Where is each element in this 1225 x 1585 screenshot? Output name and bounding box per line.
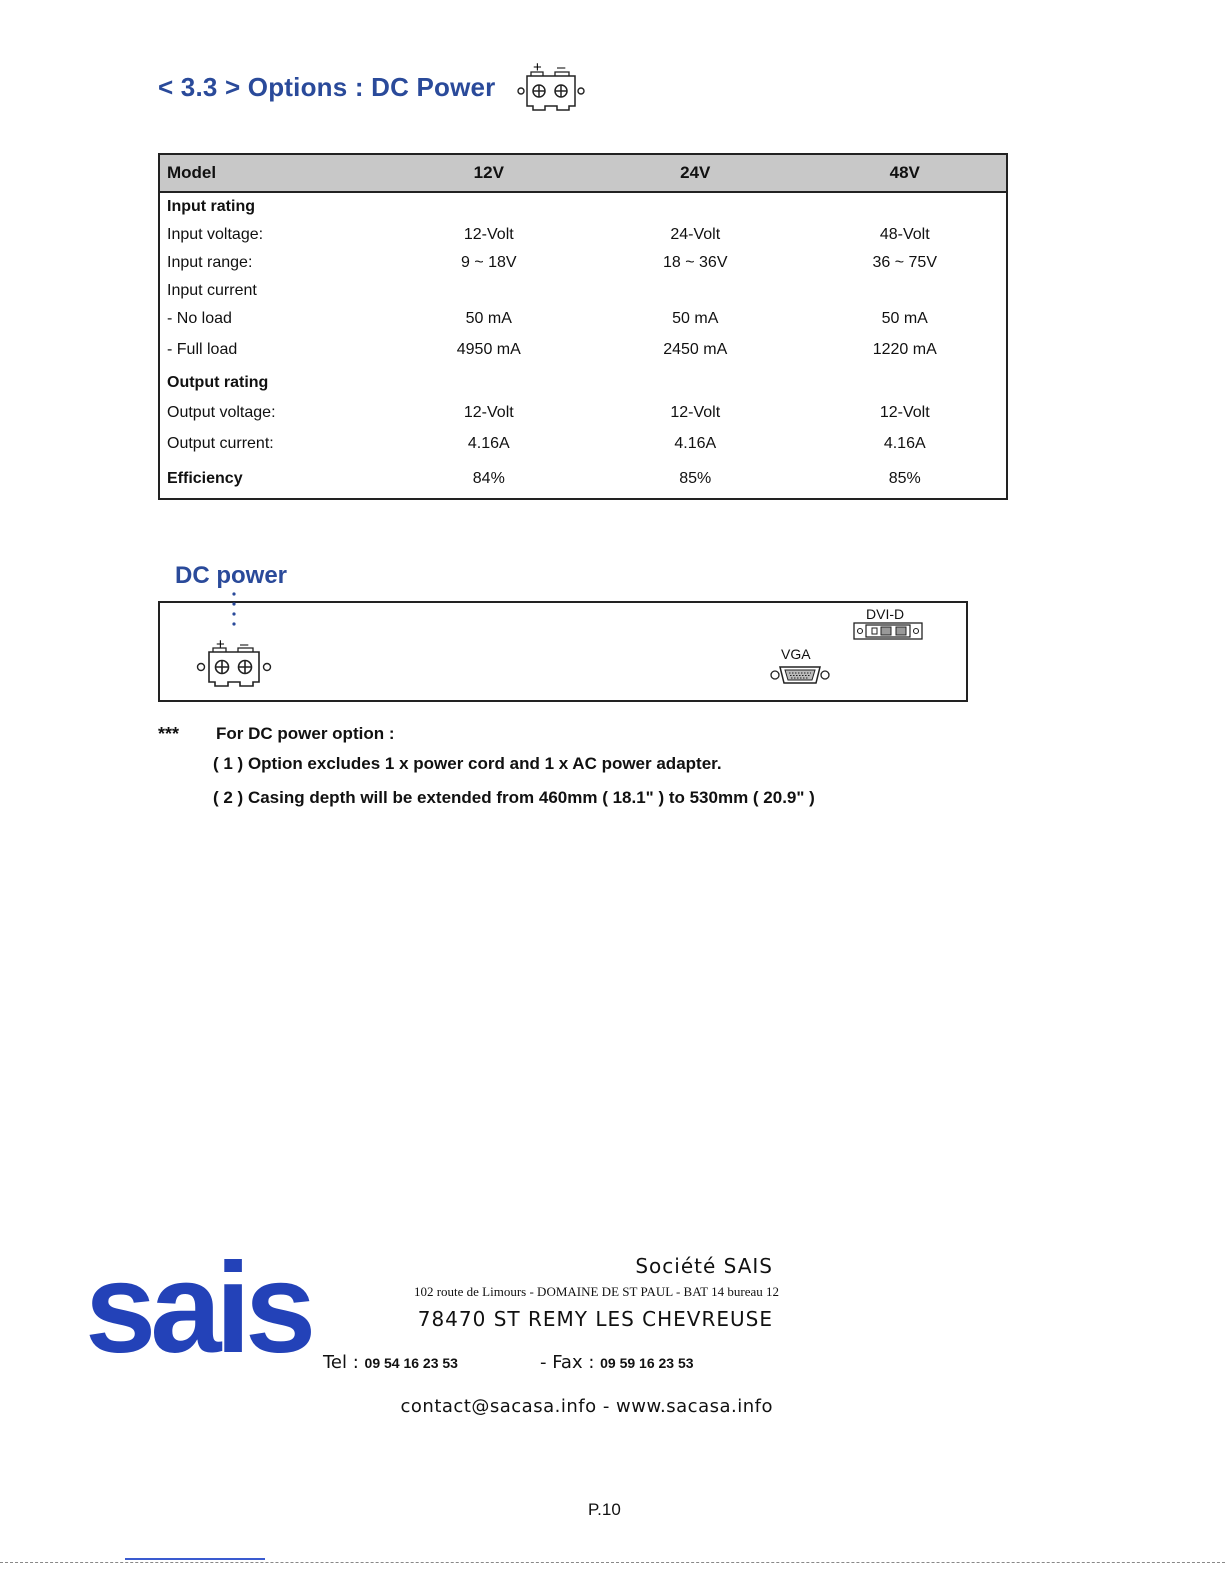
row-label: - Full load xyxy=(167,340,238,358)
dc-power-spec-table xyxy=(158,153,1008,500)
cell xyxy=(587,277,803,305)
cell: 50 mA xyxy=(465,310,512,327)
tel-number: 09 54 16 23 53 xyxy=(364,1355,458,1371)
cell: 1220 mA xyxy=(872,340,937,358)
table-row xyxy=(159,192,1007,221)
row-label: Input range: xyxy=(167,254,253,271)
logo-text: sais xyxy=(85,1254,311,1366)
header-12v: 12V xyxy=(391,154,588,192)
leader-dots xyxy=(230,591,238,636)
table-row xyxy=(159,460,1007,499)
table-row xyxy=(159,427,1007,460)
cell: 50 mA xyxy=(881,310,928,327)
fax-label: - Fax : xyxy=(540,1352,595,1373)
cell: 12-Volt xyxy=(463,404,514,421)
sais-logo xyxy=(85,1254,321,1371)
table-header-row xyxy=(159,154,1007,192)
header-48v: 48V xyxy=(803,154,1007,192)
cell: 85% xyxy=(888,470,921,487)
vga-label: VGA xyxy=(781,646,811,662)
bottom-accent-line xyxy=(125,1558,265,1560)
header-24v: 24V xyxy=(587,154,803,192)
row-label: Efficiency xyxy=(167,470,243,487)
section-title: < 3.3 > Options : DC Power xyxy=(158,72,496,102)
tel-label: Tel : xyxy=(323,1352,359,1373)
bottom-divider xyxy=(0,1562,1225,1563)
connector-minus: – xyxy=(240,636,249,653)
row-label: Output rating xyxy=(167,373,269,391)
cell: 24-Volt xyxy=(670,226,721,243)
table-row xyxy=(159,221,1007,249)
cell xyxy=(803,192,1007,221)
row-label: Output current: xyxy=(167,434,274,452)
cell: 9 ~ 18V xyxy=(460,254,517,271)
row-label: Output voltage: xyxy=(167,404,276,421)
cell xyxy=(587,192,803,221)
company-name: Société SAIS xyxy=(635,1254,773,1278)
note-item-2: ( 2 ) Casing depth will be extended from 460mm ( 18.1" ) to 530mm ( 20.9" ) xyxy=(213,788,815,807)
cell xyxy=(587,366,803,399)
fax-number: 09 59 16 23 53 xyxy=(600,1355,694,1371)
dvi-d-label: DVI-D xyxy=(866,606,905,622)
cell xyxy=(391,366,588,399)
note-asterisks: *** xyxy=(158,724,180,744)
connector-minus: – xyxy=(557,59,566,76)
table-row xyxy=(159,249,1007,277)
cell: 12-Volt xyxy=(670,404,721,421)
connector-plus: + xyxy=(533,59,542,76)
cell: 50 mA xyxy=(672,310,719,327)
table-row xyxy=(159,333,1007,366)
fax xyxy=(540,1352,694,1373)
dc-terminal-connector-icon xyxy=(193,636,275,695)
table-row xyxy=(159,399,1007,427)
row-label: Input voltage: xyxy=(167,226,264,243)
connector-plus: + xyxy=(216,636,225,653)
table-row xyxy=(159,366,1007,399)
cell xyxy=(391,277,588,305)
cell: 36 ~ 75V xyxy=(872,254,937,271)
cell: 4.16A xyxy=(883,434,926,452)
company-city: 78470 ST REMY LES CHEVREUSE xyxy=(417,1307,773,1331)
cell xyxy=(803,277,1007,305)
note-heading: For DC power option : xyxy=(216,724,395,743)
row-label: Input current xyxy=(167,282,257,299)
cell xyxy=(803,366,1007,399)
dc-power-label: DC power xyxy=(175,562,288,589)
dc-terminal-connector-icon xyxy=(513,58,589,117)
table-row xyxy=(159,305,1007,333)
cell: 85% xyxy=(679,470,712,487)
cell xyxy=(391,192,588,221)
table-row xyxy=(159,277,1007,305)
company-contact: contact@sacasa.info - www.sacasa.info xyxy=(400,1396,773,1417)
row-label: Input rating xyxy=(167,198,255,215)
cell: 12-Volt xyxy=(463,226,514,243)
cell: 4.16A xyxy=(467,434,510,452)
dvi-port-icon xyxy=(853,622,923,645)
phone xyxy=(323,1352,458,1373)
cell: 48-Volt xyxy=(879,226,930,243)
cell: 2450 mA xyxy=(663,340,728,358)
page-number: P.10 xyxy=(588,1500,621,1519)
cell: 12-Volt xyxy=(879,404,930,421)
header-model: Model xyxy=(159,154,391,192)
note-item-1: ( 1 ) Option excludes 1 x power cord and 1 x AC power adapter. xyxy=(213,754,722,773)
cell: 84% xyxy=(472,470,505,487)
company-address: 102 route de Limours - DOMAINE DE ST PAUL - BAT 14 bureau 12 xyxy=(413,1284,779,1299)
rear-panel-outline xyxy=(158,601,968,702)
cell: 4.16A xyxy=(674,434,717,452)
row-label: - No load xyxy=(167,310,232,327)
vga-port-icon xyxy=(770,663,830,692)
cell: 4950 mA xyxy=(456,340,521,358)
cell: 18 ~ 36V xyxy=(663,254,728,271)
